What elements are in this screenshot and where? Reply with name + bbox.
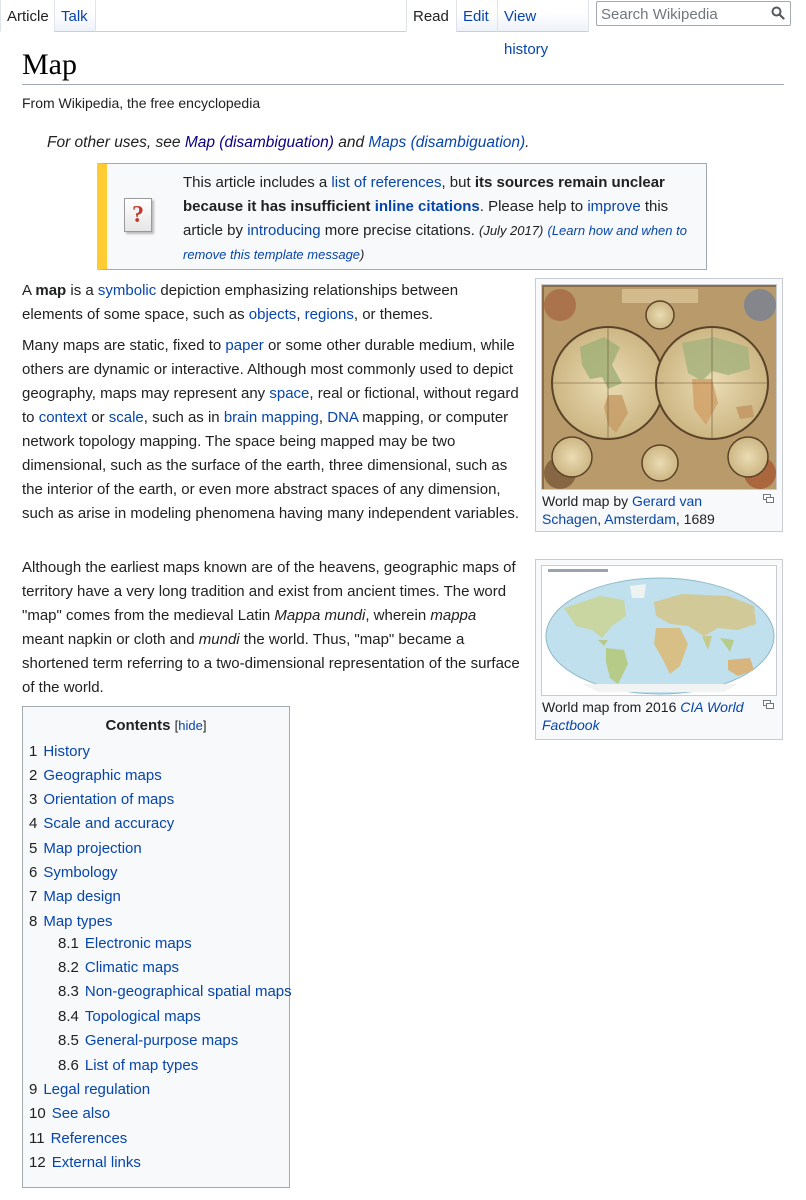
title-divider [22,84,784,85]
toc-item-number: 8.3 [58,983,79,1000]
toc-title: Contents [105,717,171,734]
para3-text-c: meant napkin or cloth and [22,631,199,648]
para3-italic-mundi: mundi [198,631,240,648]
cia-world-map-image[interactable] [541,565,777,696]
link-dna[interactable]: DNA [327,409,359,426]
toc-item-link[interactable]: Map projection [43,840,142,857]
caption1-text-mid: , [597,511,605,527]
thumbnail-cia-world-map [535,559,783,740]
ambox-text-5: more precise citations. [320,222,479,239]
toc-item-link[interactable]: Orientation of maps [43,791,175,808]
link-context[interactable]: context [38,409,88,426]
hatnote-suffix: . [525,134,530,151]
toc-item-link[interactable]: Climatic maps [84,959,180,976]
toc-item-number: 8 [29,913,38,930]
hatnote [47,134,529,152]
para1-text-a: A [22,282,36,299]
intro-paragraph-2 [22,334,520,526]
para1-text-f: , or themes. [353,306,434,323]
link-scale[interactable]: scale [108,409,144,426]
hatnote-middle: and [333,134,369,151]
tab-talk[interactable]: Talk [54,0,96,32]
toc-item-link[interactable]: Electronic maps [84,935,192,952]
toc-header [23,717,289,734]
search-icon[interactable] [771,6,785,20]
antique-world-map-image[interactable] [541,284,777,490]
para3-italic-mappa-mundi: Mappa mundi [274,607,366,624]
toc-item[interactable] [58,959,179,976]
toc-item-number: 12 [29,1154,46,1171]
para2-text-a: Many maps are static, fixed to [22,337,226,354]
toc-hide-bracket-close: ] [202,718,207,733]
para2-text-b: or some other durable medium, while others are dynamic or interactive. Although most commonly used to depict geography, maps may represent any [22,337,515,402]
tab-bar-divider [96,31,406,32]
enlarge-icon[interactable] [763,700,774,709]
para2-text-f: , [318,409,328,426]
link-space[interactable]: space [269,385,310,402]
toc-item-number: 1 [29,743,38,760]
para3-text-b: , wherein [365,607,431,624]
ambox-text-3: . Please help to [479,198,588,215]
toc-item-link[interactable]: Legal regulation [43,1081,151,1098]
toc-item-link[interactable]: List of map types [84,1057,199,1074]
toc-item-link[interactable]: References [50,1130,128,1147]
ambox-bold-text: its sources remain unclear because it has insufficient [183,174,665,215]
para2-text-g: mapping, or computer network topology mapping. The space being mapped may be two dimensional, such as the surface of the earth, three dimensional, such as the interior of the earth, or even more abstract spaces of any dimension, such as arise in modeling phenomena having many independent variables. [22,409,519,522]
toc-item[interactable] [58,1032,238,1049]
thumbnail-van-schagen-map [535,278,783,532]
toc-item[interactable] [29,840,142,857]
ambox-text-1: This article includes a [183,174,332,191]
hatnote-prefix: For other uses, see [47,134,185,151]
toc-item-link[interactable]: Non-geographical spatial maps [84,983,292,1000]
link-improve[interactable]: improve [587,198,641,215]
para3-text-d: the world. Thus, "map" became a shortened term referring to a two-dimensional representation of the surface of the world. [22,631,520,696]
toc-item[interactable] [58,1008,201,1025]
toc-item[interactable] [58,1057,198,1074]
top-tab-bar [0,0,806,58]
toc-item[interactable] [58,935,192,952]
link-brain-mapping[interactable]: brain mapping [223,409,319,426]
para2-text-d: or [87,409,109,426]
site-tagline: From Wikipedia, the free encyclopedia [22,95,261,111]
toc-hide-link[interactable]: hide [178,718,203,733]
toc-hide-bracket-open: [ [174,718,179,733]
para2-text-c: , real or fictional, without regard to [22,385,519,426]
toc-item-number: 11 [29,1130,45,1147]
enlarge-icon[interactable] [763,494,774,503]
caption1-text-pre: World map by [542,493,632,509]
toc-item[interactable] [29,888,121,905]
toc-item[interactable] [29,913,113,930]
link-maps-disambiguation[interactable]: Maps (disambiguation) [368,134,526,151]
link-symbolic[interactable]: symbolic [97,282,157,299]
toc-item-link[interactable]: History [43,743,91,760]
page-title: Map [22,48,77,81]
intro-paragraph-3 [22,556,520,700]
para1-bold-map: map [35,282,67,299]
citation-warning-box [97,163,707,270]
toc-item-link[interactable]: Geographic maps [43,767,162,784]
toc-item-number: 10 [29,1105,46,1122]
link-amsterdam[interactable]: Amsterdam [604,511,676,527]
para1-text-c: is a [66,282,98,299]
toc-item-number: 4 [29,815,38,832]
toc-item-number: 7 [29,888,38,905]
toc-item[interactable] [29,767,162,784]
tab-view-history[interactable]: View history [497,0,589,32]
toc-item[interactable] [29,1130,127,1147]
caption1-text-post: , 1689 [675,511,715,527]
toc-item-number: 8.5 [58,1032,79,1049]
citation-warning-text [183,171,703,267]
para3-text-a: Although the earliest maps known are of the heavens, geographic maps of territory have a very long tradition and exist from ancient times. The word "map" comes from the medieval Latin [22,559,516,624]
link-learn-remove-template[interactable]: (Learn how and when to remove this template message [183,223,687,262]
toc-item-link[interactable]: Map types [43,913,113,930]
thumbnail-caption-1 [542,492,757,528]
caption2-text-pre: World map from 2016 [542,699,681,715]
thumbnail-caption-2 [542,698,757,734]
ambox-text-2: , but [441,174,475,191]
link-cia-world-factbook[interactable]: CIA World Factbook [542,699,744,733]
tab-edit[interactable]: Edit [456,0,497,32]
toc-item-link[interactable]: Scale and accuracy [43,815,175,832]
toc-item-link[interactable]: General-purpose maps [84,1032,239,1049]
toc-item-number: 6 [29,864,38,881]
para2-text-e: , such as in [143,409,224,426]
question-mark-icon: ? [124,198,152,232]
toc-item-number: 2 [29,767,38,784]
link-objects[interactable]: objects [248,306,297,323]
toc-item-number: 8.1 [58,935,79,952]
toc-item-number: 8.4 [58,1008,79,1025]
link-paper[interactable]: paper [225,337,264,354]
tab-article[interactable]: Article [0,0,54,32]
para1-text-d: depiction emphasizing relationships between elements of some space, such as [22,282,459,323]
link-gerard-van-schagen[interactable]: Gerard van Schagen [542,493,703,527]
toc-item[interactable] [29,791,174,808]
intro-paragraph-1 [22,279,520,327]
toc-item[interactable] [29,1154,141,1171]
toc-item[interactable] [29,1105,110,1122]
tab-read[interactable]: Read [406,0,456,32]
toc-item-number: 8.6 [58,1057,79,1074]
ambox-text-4: this article by [183,198,669,239]
toc-item-number: 5 [29,840,38,857]
toc-item-number: 8.2 [58,959,79,976]
toc-item[interactable] [29,1081,150,1098]
toc-item[interactable] [58,983,292,1000]
para3-italic-mappa: mappa [430,607,477,624]
search-input[interactable] [601,4,766,24]
ambox-close-paren: ) [360,247,365,262]
para1-text-e: , [296,306,305,323]
toc-item[interactable] [29,743,90,760]
toc-item[interactable] [29,815,174,832]
table-of-contents [22,706,290,1188]
link-list-of-references[interactable]: list of references [331,174,442,191]
search-box[interactable] [596,1,791,26]
link-regions[interactable]: regions [304,306,354,323]
toc-item-number: 3 [29,791,38,808]
link-introducing[interactable]: introducing [247,222,321,239]
toc-item-link[interactable]: External links [51,1154,141,1171]
toc-item-link[interactable]: See also [51,1105,111,1122]
toc-item-number: 9 [29,1081,38,1098]
ambox-date: (July 2017) [479,223,544,238]
toc-item-link[interactable]: Symbology [43,864,118,881]
link-map-disambiguation[interactable]: Map (disambiguation) [184,134,334,151]
link-inline-citations[interactable]: inline citations [374,198,480,215]
toc-item-link[interactable]: Topological maps [84,1008,201,1025]
toc-item[interactable] [29,864,118,881]
toc-item-link[interactable]: Map design [43,888,121,905]
